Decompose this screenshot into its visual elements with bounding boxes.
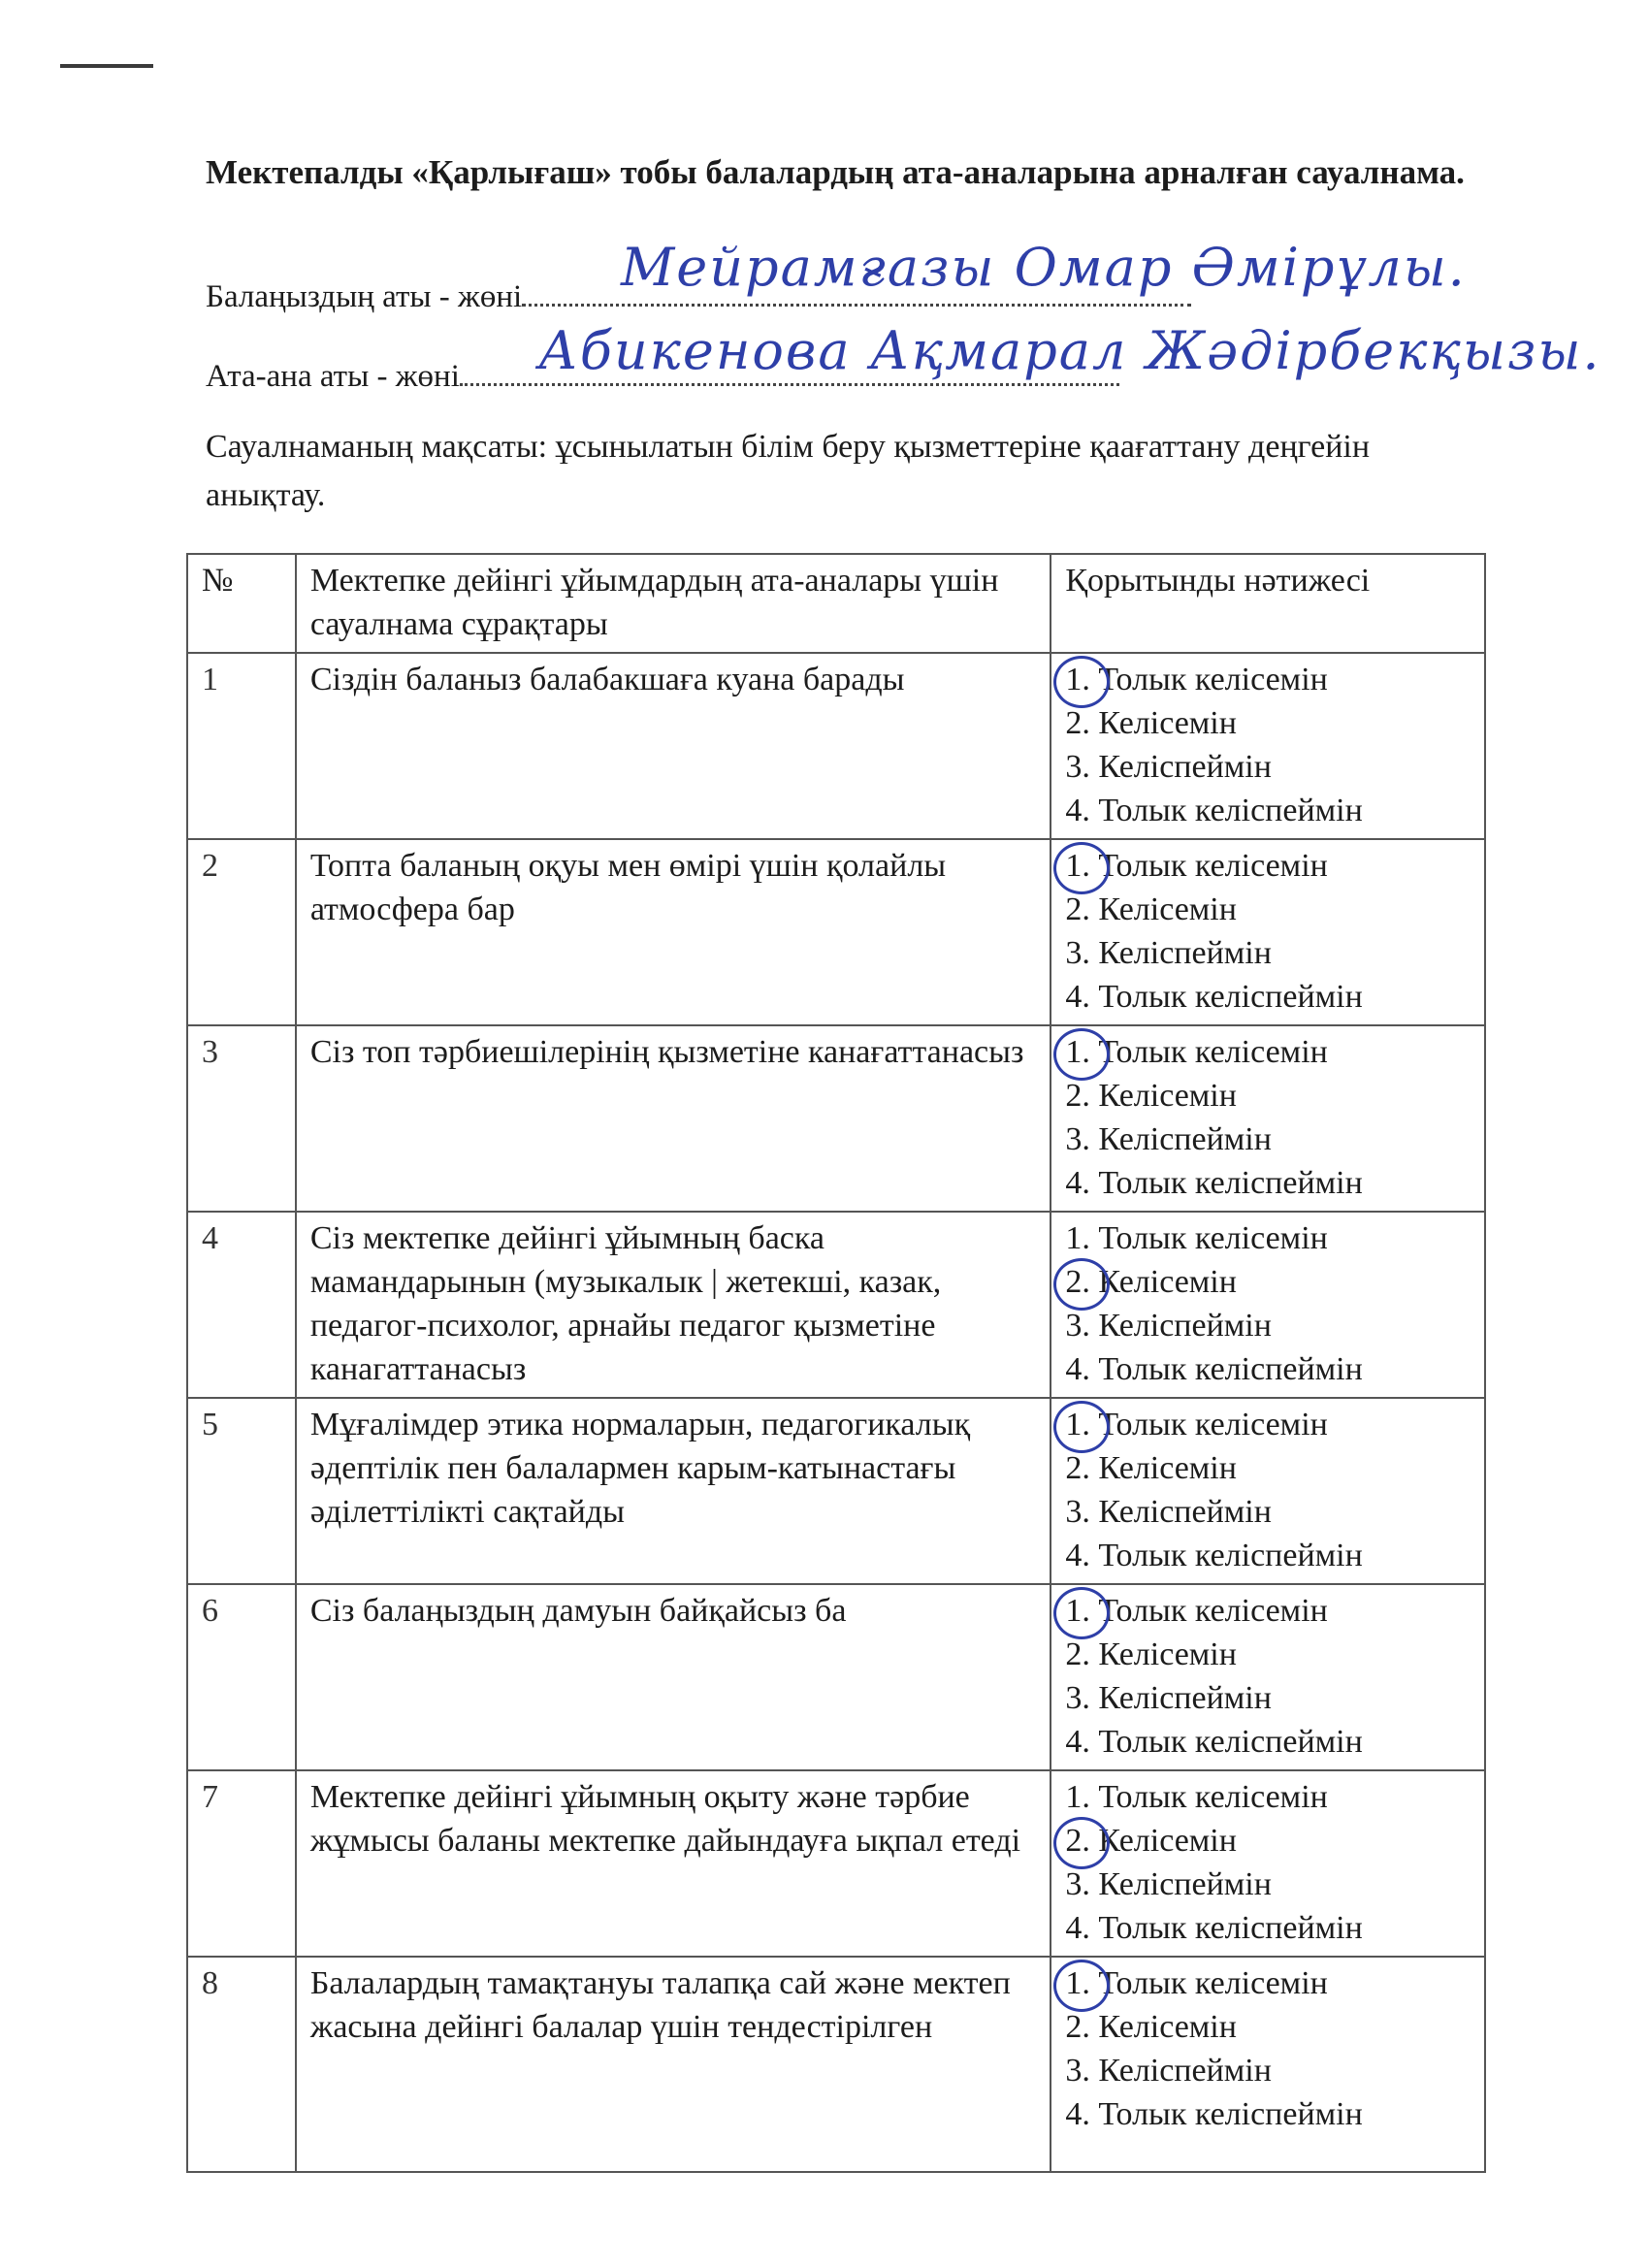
row-answer-options	[1051, 1957, 1485, 2172]
row-question: Балалардың тамақтануы талапқа сай және мектеп жасына дейінгі балалар үшін тендестірілген	[296, 1957, 1051, 2172]
answer-option-label: 1. Толык келісемін	[1065, 1220, 1328, 1256]
answer-option	[1065, 2092, 1471, 2136]
answer-option	[1065, 1589, 1471, 1633]
header-num: №	[187, 554, 296, 653]
answer-option-label: 4. Толык келіспеймін	[1065, 1538, 1363, 1573]
answer-option	[1065, 1161, 1471, 1205]
answer-option-label: 3. Келіспеймін	[1065, 2053, 1272, 2089]
answer-option-label: 2. Келісемін	[1065, 1264, 1237, 1300]
row-question: Сіз топ тәрбиешілерінің қызметіне канағаттанасыз	[296, 1025, 1051, 1212]
answer-option-label: 4. Толык келіспеймін	[1065, 1724, 1363, 1760]
answer-option	[1065, 1819, 1471, 1863]
row-answer-options	[1051, 1398, 1485, 1584]
table-header-row	[187, 554, 1485, 653]
row-question: Сіз мектепке дейінгі ұйымның баска мамандарынын (музыкалык | жетекші, казак, педагог-психолог, арнайы педагог қызметіне канагаттанасыз	[296, 1212, 1051, 1398]
answer-option	[1065, 1347, 1471, 1391]
row-number: 6	[187, 1584, 296, 1770]
answer-option	[1065, 2049, 1471, 2092]
table-row	[187, 653, 1485, 839]
answer-option	[1065, 1676, 1471, 1720]
answer-option-label: 2. Келісемін	[1065, 1636, 1237, 1672]
answer-option-label: 2. Келісемін	[1065, 1078, 1237, 1114]
answer-option-label: 1. Толык келісемін	[1065, 848, 1328, 884]
row-question: Мектепке дейінгі ұйымның оқыту және тәрбие жұмысы баланы мектепке дайындауға ықпал етеді	[296, 1770, 1051, 1957]
row-question: Сіз балаңыздың дамуын байқайсыз ба	[296, 1584, 1051, 1770]
answer-option-label: 1. Толык келісемін	[1065, 1965, 1328, 2001]
answer-option-label: 4. Толык келіспеймін	[1065, 2096, 1363, 2132]
parent-name-label: Ата-ана аты - жөні	[206, 359, 460, 394]
answer-option	[1065, 1260, 1471, 1304]
child-name-label: Балаңыздың аты - жөні	[206, 279, 523, 314]
table-row	[187, 1398, 1485, 1584]
scan-artifact-line	[60, 64, 153, 68]
answer-option	[1065, 1863, 1471, 1906]
answer-option	[1065, 1775, 1471, 1819]
answer-option	[1065, 1961, 1471, 2005]
answer-option-label: 3. Келіспеймін	[1065, 1494, 1272, 1530]
header-question: Мектепке дейінгі ұйымдардың ата-аналары үшін сауалнама сұрақтары	[296, 554, 1051, 653]
row-number: 7	[187, 1770, 296, 1957]
row-answer-options	[1051, 1025, 1485, 1212]
answer-option	[1065, 1030, 1471, 1074]
row-number: 2	[187, 839, 296, 1025]
answer-option-label: 4. Толык келіспеймін	[1065, 1910, 1363, 1946]
row-answer-options	[1051, 839, 1485, 1025]
row-number: 4	[187, 1212, 296, 1398]
answer-option-label: 4. Толык келіспеймін	[1065, 1351, 1363, 1387]
row-question: Топта баланың оқуы мен өмірі үшін қолайлы атмосфера бар	[296, 839, 1051, 1025]
answer-option-label: 2. Келісемін	[1065, 891, 1237, 927]
table-row	[187, 1025, 1485, 1212]
answer-option-label: 4. Толык келіспеймін	[1065, 979, 1363, 1015]
answer-option	[1065, 2005, 1471, 2049]
answer-option-label: 3. Келіспеймін	[1065, 1308, 1272, 1344]
answer-option-label: 3. Келіспеймін	[1065, 1680, 1272, 1716]
survey-table	[186, 553, 1486, 2173]
answer-option-label: 2. Келісемін	[1065, 2009, 1237, 2045]
answer-option-label: 4. Толык келіспеймін	[1065, 793, 1363, 828]
answer-option	[1065, 1118, 1471, 1161]
answer-option-label: 2. Келісемін	[1065, 1450, 1237, 1486]
document-title: Мектепалды «Қарлығаш» тобы балалардың ата-аналарына арналған сауалнама.	[206, 153, 1465, 191]
answer-option	[1065, 1534, 1471, 1577]
header-result: Қорытынды нәтижесі	[1051, 554, 1485, 653]
table-row	[187, 1770, 1485, 1957]
answer-option-label: 1. Толык келісемін	[1065, 1407, 1328, 1442]
answer-option	[1065, 1906, 1471, 1950]
answer-option	[1065, 1446, 1471, 1490]
table-row	[187, 1212, 1485, 1398]
row-question: Мұғалімдер этика нормаларын, педагогикалық әдептілік пен балалармен карым-катынастағы әділеттілікті сақтайды	[296, 1398, 1051, 1584]
answer-option	[1065, 1074, 1471, 1118]
row-answer-options	[1051, 653, 1485, 839]
row-number: 3	[187, 1025, 296, 1212]
row-number: 1	[187, 653, 296, 839]
answer-option	[1065, 789, 1471, 832]
answer-option	[1065, 745, 1471, 789]
answer-option	[1065, 975, 1471, 1019]
answer-option	[1065, 658, 1471, 701]
row-answer-options	[1051, 1212, 1485, 1398]
answer-option	[1065, 931, 1471, 975]
row-answer-options	[1051, 1584, 1485, 1770]
answer-option-label: 1. Толык келісемін	[1065, 1034, 1328, 1070]
answer-option-label: 3. Келіспеймін	[1065, 935, 1272, 971]
row-number: 8	[187, 1957, 296, 2172]
answer-option	[1065, 1403, 1471, 1446]
answer-option-label: 1. Толык келісемін	[1065, 662, 1328, 697]
answer-option-label: 2. Келісемін	[1065, 1823, 1237, 1859]
answer-option	[1065, 1216, 1471, 1260]
answer-option	[1065, 1633, 1471, 1676]
answer-option-label: 2. Келісемін	[1065, 705, 1237, 741]
survey-purpose: Сауалнаманың мақсаты: ұсынылатын білім беру қызметтеріне қаағаттану деңгейін анықтау.	[206, 429, 1371, 513]
row-answer-options	[1051, 1770, 1485, 1957]
table-row	[187, 839, 1485, 1025]
row-question: Сіздін баланыз балабакшаға куана барады	[296, 653, 1051, 839]
answer-option	[1065, 1490, 1471, 1534]
answer-option-label: 3. Келіспеймін	[1065, 1866, 1272, 1902]
row-number: 5	[187, 1398, 296, 1584]
answer-option	[1065, 701, 1471, 745]
answer-option	[1065, 1720, 1471, 1764]
answer-option-label: 4. Толык келіспеймін	[1065, 1165, 1363, 1201]
table-row	[187, 1957, 1485, 2172]
table-row	[187, 1584, 1485, 1770]
answer-option-label: 1. Толык келісемін	[1065, 1593, 1328, 1629]
answer-option-label: 1. Толык келісемін	[1065, 1779, 1328, 1815]
answer-option-label: 3. Келіспеймін	[1065, 749, 1272, 785]
child-name-handwritten: Мейрамғазы Омар Әмірұлы.	[621, 237, 1467, 298]
parent-name-handwritten: Абикенова Ақмарал Жәдірбекқызы.	[538, 320, 1601, 381]
answer-option	[1065, 888, 1471, 931]
answer-option	[1065, 844, 1471, 888]
answer-option	[1065, 1304, 1471, 1347]
answer-option-label: 3. Келіспеймін	[1065, 1121, 1272, 1157]
